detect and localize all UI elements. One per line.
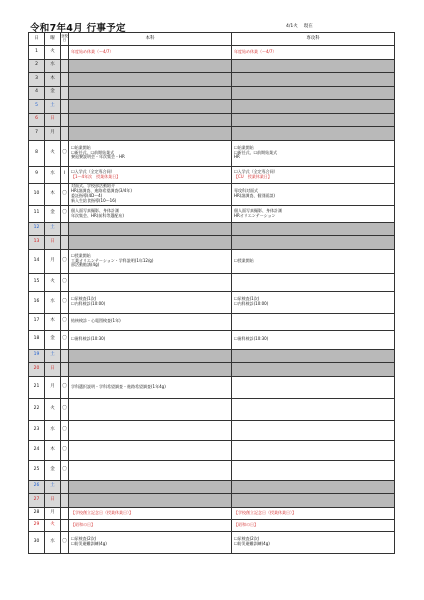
main-course-cell	[69, 183, 232, 205]
main-course-cell	[69, 349, 232, 363]
table-row	[29, 183, 395, 205]
event-text: ☐入学式（全定専合同）	[71, 168, 115, 174]
event-text: 工業オリエンテーション・学科説明(1年12/g)	[71, 257, 154, 263]
weekday-cell: 月	[45, 376, 61, 398]
main-course-cell	[69, 330, 232, 349]
attend-mark-cell	[61, 519, 69, 531]
event-text: 部活動勧誘(4g)	[71, 262, 100, 268]
weekday-cell: 日	[45, 236, 61, 250]
event-text: ☐防災避難訓練(4g)	[71, 541, 107, 546]
table-row	[29, 59, 395, 73]
day-cell: 17	[29, 313, 45, 330]
col-weekday-header: 曜	[45, 33, 61, 46]
branch-course-cell	[232, 205, 395, 222]
branch-course-cell	[232, 420, 395, 440]
branch-course-cell	[232, 440, 395, 460]
main-course-cell	[69, 100, 232, 114]
weekday-cell: 金	[45, 86, 61, 100]
table-row	[29, 507, 395, 519]
table-row	[29, 273, 395, 291]
weekday-cell: 日	[45, 363, 61, 377]
branch-course-cell	[232, 46, 395, 60]
day-cell: 21	[29, 376, 45, 398]
day-cell: 18	[29, 330, 45, 349]
branch-course-cell	[232, 519, 395, 531]
event-text: 新入生給食指導(10〜16)	[71, 197, 117, 203]
col-branch-header: 専攻科	[232, 33, 395, 46]
main-course-cell	[69, 291, 232, 313]
day-cell: 25	[29, 460, 45, 480]
attend-mark-cell	[61, 59, 69, 73]
table-row	[29, 313, 395, 330]
main-course-cell	[69, 313, 232, 330]
main-course-cell	[69, 222, 232, 236]
schedule-table	[28, 32, 395, 554]
attend-mark-cell	[61, 363, 69, 377]
day-cell: 11	[29, 205, 45, 222]
event-text: ☐授業開始	[71, 252, 91, 258]
branch-course-cell	[232, 73, 395, 87]
day-cell: 2	[29, 59, 45, 73]
attend-mark-cell: 〇	[61, 273, 69, 291]
event-text: 【昭和の日】	[71, 521, 95, 527]
attend-mark-cell: 〇	[61, 140, 69, 166]
attend-mark-cell	[61, 480, 69, 494]
as-of-date	[286, 23, 319, 29]
main-course-cell	[69, 73, 232, 87]
main-course-cell	[69, 480, 232, 494]
weekday-cell: 木	[45, 183, 61, 205]
event-text: 寮退寮説明会・年次集会・HR	[71, 154, 125, 160]
branch-course-cell	[232, 86, 395, 100]
branch-course-cell	[232, 376, 395, 398]
attend-mark-cell: 〇	[61, 183, 69, 205]
attend-mark-cell: 〇	[61, 398, 69, 420]
event-text: ☐尿検査(1次)	[71, 296, 97, 302]
day-cell: 28	[29, 507, 45, 519]
table-row	[29, 349, 395, 363]
day-cell: 13	[29, 236, 45, 250]
branch-course-cell	[232, 59, 395, 73]
table-row	[29, 291, 395, 313]
attend-mark-cell	[61, 222, 69, 236]
weekday-cell: 火	[45, 519, 61, 531]
branch-course-cell	[232, 460, 395, 480]
branch-course-cell	[232, 100, 395, 114]
weekday-cell: 水	[45, 420, 61, 440]
event-text: 【1〜4年次 授業休業日】	[71, 173, 121, 179]
event-text: ☐入学式（全定専合同）	[234, 168, 278, 174]
table-row	[29, 376, 395, 398]
day-cell: 5	[29, 100, 45, 114]
main-course-cell	[69, 249, 232, 273]
weekday-cell: 土	[45, 349, 61, 363]
day-cell: 26	[29, 480, 45, 494]
table-row	[29, 494, 395, 508]
attend-mark-cell	[61, 113, 69, 127]
main-course-cell	[69, 376, 232, 398]
day-cell: 30	[29, 531, 45, 553]
weekday-cell: 月	[45, 249, 61, 273]
branch-course-cell	[232, 249, 395, 273]
table-row	[29, 440, 395, 460]
main-course-cell	[69, 86, 232, 100]
table-row	[29, 363, 395, 377]
branch-course-cell	[232, 494, 395, 508]
table-row	[29, 249, 395, 273]
col-day-header: 日	[29, 33, 45, 46]
main-course-cell	[69, 494, 232, 508]
attend-mark-cell	[61, 236, 69, 250]
weekday-cell: 日	[45, 494, 61, 508]
col-attend-header: 登校日	[61, 33, 69, 46]
as-of-date-value: 4/1火	[286, 24, 298, 29]
weekday-cell: 土	[45, 100, 61, 114]
day-cell: 29	[29, 519, 45, 531]
weekday-cell: 水	[45, 531, 61, 553]
table-row	[29, 127, 395, 141]
weekday-cell: 金	[45, 460, 61, 480]
day-cell: 14	[29, 249, 45, 273]
day-cell: 15	[29, 273, 45, 291]
event-text: 【CU 授業休業日】	[234, 173, 272, 179]
weekday-cell: 火	[45, 273, 61, 291]
weekday-cell: 土	[45, 222, 61, 236]
main-course-cell	[69, 46, 232, 60]
as-of-status: 現在	[303, 24, 313, 29]
branch-course-cell	[232, 507, 395, 519]
sheet-header	[28, 20, 394, 32]
attend-mark-cell: 〇	[61, 440, 69, 460]
event-text: ☐内科検診(10:00)	[71, 301, 106, 306]
attend-mark-cell: Ⅰ	[61, 166, 69, 183]
event-text: ☐始業開始	[234, 144, 254, 150]
branch-course-cell	[232, 236, 395, 250]
event-text: 学科選択説明・学科希望調査・進路希望調査(1年4g)	[71, 383, 166, 389]
schedule-sheet	[28, 20, 394, 554]
event-text: 対面式、学校部活動紹介	[71, 183, 115, 189]
event-text: 【学校創立記念日（授業休業日）】	[71, 509, 133, 515]
attend-mark-cell: 〇	[61, 330, 69, 349]
weekday-cell: 木	[45, 73, 61, 87]
attend-mark-cell: 〇	[61, 313, 69, 330]
event-text: ☐始業開始	[71, 144, 91, 150]
event-text: 年度始め休業（〜4/7）	[71, 48, 114, 54]
weekday-cell: 火	[45, 398, 61, 420]
weekday-cell: 土	[45, 480, 61, 494]
attend-mark-cell: 〇	[61, 249, 69, 273]
weekday-cell: 日	[45, 113, 61, 127]
event-text: ☐授業開始	[234, 257, 254, 263]
branch-course-cell	[232, 273, 395, 291]
event-text: ☐尿検査(2次)	[71, 536, 97, 542]
weekday-cell: 木	[45, 440, 61, 460]
main-course-cell	[69, 127, 232, 141]
event-text: 結核検診・心電図検査(1年)	[71, 318, 121, 324]
table-row	[29, 205, 395, 222]
event-text: 個人面写真撮影、身体計測	[71, 207, 119, 213]
attend-mark-cell	[61, 507, 69, 519]
main-course-cell	[69, 519, 232, 531]
day-cell: 3	[29, 73, 45, 87]
main-course-cell	[69, 507, 232, 519]
main-course-cell	[69, 440, 232, 460]
weekday-cell: 水	[45, 59, 61, 73]
main-course-cell	[69, 420, 232, 440]
table-header-row	[29, 33, 395, 46]
day-cell: 7	[29, 127, 45, 141]
main-course-cell	[69, 460, 232, 480]
weekday-cell: 水	[45, 291, 61, 313]
attend-mark-cell: 〇	[61, 460, 69, 480]
day-cell: 9	[29, 166, 45, 183]
table-row	[29, 46, 395, 60]
branch-course-cell	[232, 313, 395, 330]
table-row	[29, 236, 395, 250]
weekday-cell: 金	[45, 330, 61, 349]
attend-mark-cell	[61, 73, 69, 87]
event-text: 年次集会、HR(前科等選配布)	[71, 212, 124, 218]
event-text: ☐防災避難訓練(4g)	[234, 541, 270, 546]
page-title: 令和7年4月 行事予定	[30, 23, 126, 34]
attend-mark-cell	[61, 494, 69, 508]
event-text: 専攻科対面式	[234, 188, 258, 194]
table-row	[29, 140, 395, 166]
col-main-header: 本科	[69, 33, 232, 46]
branch-course-cell	[232, 113, 395, 127]
day-cell: 19	[29, 349, 45, 363]
attend-mark-cell: 〇	[61, 291, 69, 313]
branch-course-cell	[232, 398, 395, 420]
branch-course-cell	[232, 330, 395, 349]
weekday-cell: 火	[45, 46, 61, 60]
event-text: 個人面写真撮影、身体計測	[234, 207, 282, 213]
day-cell: 23	[29, 420, 45, 440]
attend-mark-cell	[61, 100, 69, 114]
table-row	[29, 73, 395, 87]
day-cell: 12	[29, 222, 45, 236]
main-course-cell	[69, 113, 232, 127]
attend-mark-cell	[61, 46, 69, 60]
attend-mark-cell: 〇	[61, 376, 69, 398]
event-text: 年度始め休業（〜4/7）	[234, 48, 277, 54]
day-cell: 4	[29, 86, 45, 100]
day-cell: 10	[29, 183, 45, 205]
table-row	[29, 420, 395, 440]
table-row	[29, 166, 395, 183]
table-row	[29, 330, 395, 349]
attend-mark-cell	[61, 86, 69, 100]
main-course-cell	[69, 166, 232, 183]
event-text: HR	[234, 154, 240, 160]
day-cell: 1	[29, 46, 45, 60]
main-course-cell	[69, 531, 232, 553]
day-cell: 16	[29, 291, 45, 313]
weekday-cell: 月	[45, 127, 61, 141]
event-text: ☐歯科検診(10:30)	[234, 336, 269, 342]
weekday-cell: 木	[45, 313, 61, 330]
branch-course-cell	[232, 166, 395, 183]
main-course-cell	[69, 398, 232, 420]
table-row	[29, 519, 395, 531]
day-cell: 6	[29, 113, 45, 127]
main-course-cell	[69, 205, 232, 222]
attend-mark-cell	[61, 127, 69, 141]
weekday-cell: 月	[45, 507, 61, 519]
event-text: ☐尿検査(1次)	[234, 296, 260, 302]
table-row	[29, 480, 395, 494]
table-row	[29, 222, 395, 236]
table-row	[29, 100, 395, 114]
event-text: 【学校創立記念日（授業休業日）】	[234, 509, 296, 515]
table-row	[29, 398, 395, 420]
branch-course-cell	[232, 127, 395, 141]
weekday-cell: 火	[45, 140, 61, 166]
table-row	[29, 460, 395, 480]
branch-course-cell	[232, 480, 395, 494]
main-course-cell	[69, 273, 232, 291]
attend-mark-cell: 〇	[61, 420, 69, 440]
table-row	[29, 531, 395, 553]
day-cell: 22	[29, 398, 45, 420]
table-body	[29, 46, 395, 554]
main-course-cell	[69, 236, 232, 250]
branch-course-cell	[232, 349, 395, 363]
table-row	[29, 113, 395, 127]
branch-course-cell	[232, 222, 395, 236]
event-text: HR(諸調査、進路希望調査(3/4年)	[71, 188, 132, 194]
event-text: 委託指導(4D〜4)	[71, 193, 103, 198]
event-text: ☐新任式、☐前期始業式	[234, 149, 278, 155]
branch-course-cell	[232, 291, 395, 313]
branch-course-cell	[232, 363, 395, 377]
weekday-cell: 水	[45, 166, 61, 183]
event-text: ☐歯科検診(10:30)	[71, 336, 106, 342]
day-cell: 20	[29, 363, 45, 377]
table-row	[29, 86, 395, 100]
branch-course-cell	[232, 183, 395, 205]
event-text: 【昭和の日】	[234, 521, 258, 527]
event-text: HR(諸調査、個別面談)	[234, 193, 275, 198]
event-text: ☐尿検査(2次)	[234, 536, 260, 542]
branch-course-cell	[232, 140, 395, 166]
day-cell: 8	[29, 140, 45, 166]
main-course-cell	[69, 363, 232, 377]
attend-mark-cell	[61, 349, 69, 363]
event-text: HRオリエンテーション	[234, 212, 276, 218]
branch-course-cell	[232, 531, 395, 553]
attend-mark-cell: 〇	[61, 531, 69, 553]
event-text: ☐新任式、☐前期始業式	[71, 149, 115, 155]
main-course-cell	[69, 140, 232, 166]
weekday-cell: 金	[45, 205, 61, 222]
day-cell: 27	[29, 494, 45, 508]
main-course-cell	[69, 59, 232, 73]
event-text: ☐内科検診(10:00)	[234, 301, 269, 306]
day-cell: 24	[29, 440, 45, 460]
attend-mark-cell: 〇	[61, 205, 69, 222]
